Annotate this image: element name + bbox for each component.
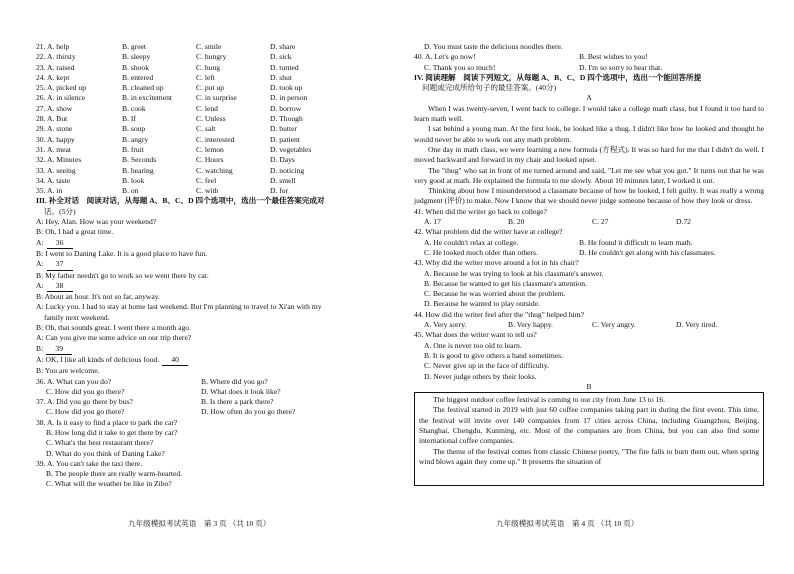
section4-title: IV. 阅读理解 阅读下列短文，从每题 A、B、C、D 四个选项中，选出一个能回答所提 <box>414 72 702 82</box>
vocab-option[interactable]: C. interested <box>196 134 235 144</box>
q38-option-a[interactable]: 38. A. Is it easy to find a place to park the car? <box>36 417 178 427</box>
vocab-option[interactable]: B. look <box>122 175 145 185</box>
vocab-option[interactable]: D. vegetables <box>270 144 312 154</box>
q45-option-d[interactable]: D. Never judge others by their looks. <box>424 371 537 381</box>
q37-options <box>36 397 386 407</box>
blank-39[interactable]: 39 <box>46 344 72 355</box>
vocab-option[interactable]: 34. A. taste <box>36 175 71 185</box>
q42-option-b[interactable]: B. He found it difficult to learn math. <box>579 237 693 247</box>
vocab-option[interactable]: 32. A. Minutes <box>36 155 82 165</box>
dialogue-line: A: OK, I like all kinds of delicious food. 40 <box>36 355 386 366</box>
vocab-row <box>36 166 386 176</box>
vocab-option[interactable]: B. cleaned up <box>122 83 164 93</box>
q41-stem: 41. When did the writer go back to college? <box>414 206 547 216</box>
q40-option-d[interactable]: D. I'm so sorry to hear that. <box>579 62 663 72</box>
q43-option-b[interactable]: B. Because he wanted to get his classmate's attention. <box>424 278 587 288</box>
dialogue-line: A: Lucky you. I had to stay at home last weekend. But I'm planning to travel to Xi'an with my <box>36 302 322 312</box>
passage-a-label: A <box>586 93 592 103</box>
q45-option-b[interactable]: B. It is good to give others a hand sometimes. <box>424 350 563 360</box>
section3-title: III. 补全对话 阅读对话，从每题 A、B、C、D 四个选项中，选出一个最佳答案完成对 <box>36 196 325 206</box>
vocab-option[interactable]: C. left <box>196 72 215 82</box>
dialogue-line: A: 36 <box>36 238 386 249</box>
q36-option-a[interactable]: 36. A. What can you do? <box>36 376 112 386</box>
vocab-row <box>36 135 386 145</box>
dialogue-line: A: 37 <box>36 259 386 270</box>
vocab-option[interactable]: B. soup <box>122 124 146 134</box>
vocab-option[interactable]: D. borrow <box>270 103 302 113</box>
vocab-options <box>36 42 386 196</box>
vocab-option[interactable]: D. Days <box>270 155 295 165</box>
section3-title-cont: 话。(5分) <box>44 206 76 216</box>
q36-options <box>36 387 386 397</box>
q41-option-a[interactable]: A. 17 <box>424 217 441 227</box>
vocab-option[interactable]: D. turned <box>270 62 299 72</box>
q44-option-a[interactable]: A. Very sorry. <box>424 320 467 330</box>
q39-option-b[interactable]: B. The people there are really warm-hearted. <box>46 469 183 479</box>
vocab-option[interactable]: B. angry <box>122 134 149 144</box>
vocab-option[interactable]: B. greet <box>122 42 147 51</box>
q36-option-b[interactable]: B. Where did you go? <box>201 376 268 386</box>
vocab-option[interactable]: B. in excitement <box>122 93 172 103</box>
vocab-option[interactable]: 24. A. kept <box>36 72 70 82</box>
passage-a-paragraph: The "thug" who sat in front of me turned around and said, "Let me see what you got." It turns out that he was very good at math. He explained the formula to me slowly. About 10 minutes later, I worked it out. <box>414 165 764 185</box>
section4-title-cont: 问题或完成所给句子的最佳答案。(40分) <box>422 83 557 93</box>
vocab-option[interactable]: C. hung <box>196 62 221 72</box>
left-page <box>36 42 386 490</box>
vocab-option[interactable]: D. for <box>270 186 289 196</box>
q40-option-a[interactable]: 40. A. Let's go now! <box>414 52 476 62</box>
q42-options <box>414 238 764 248</box>
right-page-footer: 九年级模拟考试英语 第 4 页 （共 10 页） <box>496 519 639 528</box>
vocab-option[interactable]: D. smell <box>270 175 296 185</box>
vocab-option[interactable]: C. in surprise <box>196 93 237 103</box>
passage-b-paragraph: The festival started in 2019 with just 60 coffee companies taking part in during the first event. This time, the festival will invite over 140 companies from 17 cities across China, including Guangzhou, Beijing, Shanghai, Chengdu, Kunming, etc. Most of the companies are from China, but you can also find some international coffee companies. <box>419 405 759 446</box>
vocab-option[interactable]: 31. A. meat <box>36 144 72 154</box>
vocab-row <box>36 73 386 83</box>
vocab-option[interactable]: D. patient <box>270 134 300 144</box>
q41-option-d[interactable]: D.72 <box>676 217 691 227</box>
vocab-option[interactable]: B. cook <box>122 103 146 113</box>
q41-option-b[interactable]: B. 20 <box>508 217 525 227</box>
q44-option-b[interactable]: B. Very happy. <box>508 320 553 330</box>
vocab-row <box>36 63 386 73</box>
vocab-row <box>36 83 386 93</box>
q40-option-b[interactable]: B. Best wishes to you! <box>579 52 648 62</box>
q42-stem: 42. What problem did the writer have at college? <box>414 227 563 237</box>
q43-option-d[interactable]: D. Because he wanted to play outside. <box>424 299 540 309</box>
vocab-option[interactable]: C. feel <box>196 175 217 185</box>
vocab-option[interactable]: 27. A. show <box>36 103 73 113</box>
q41-option-c[interactable]: C. 27 <box>592 217 609 227</box>
q40-option-c[interactable]: C. Thank you so much! <box>424 62 496 72</box>
q38-option-c[interactable]: C. What's the best restaurant there? <box>46 438 154 448</box>
vocab-option[interactable]: C. Unless <box>196 114 226 124</box>
vocab-option[interactable]: 28. A. But <box>36 114 68 124</box>
q36-option-c[interactable]: C. How did you go there? <box>46 386 125 396</box>
vocab-option[interactable]: B. fruit <box>122 144 144 154</box>
vocab-option[interactable]: C. lemon <box>196 144 224 154</box>
vocab-option[interactable]: B. Seconds <box>122 155 157 165</box>
vocab-option[interactable]: B. shook <box>122 62 150 72</box>
q39-option-d[interactable]: D. You must taste the delicious noodles there. <box>424 42 563 51</box>
passage-a-paragraph: I sat behind a young man. At the first look, he looked like a thug. I didn't like how he looked and thought he would never be able to work out any math problem. <box>414 124 764 144</box>
vocab-option[interactable]: D. took up <box>270 83 303 93</box>
vocab-option[interactable]: B. sleepy <box>122 52 151 62</box>
vocab-option[interactable]: B. on <box>122 186 139 196</box>
q44-options <box>414 320 764 330</box>
vocab-row <box>36 145 386 155</box>
q36-option-d[interactable]: D. What does it look like? <box>201 386 281 396</box>
q44-stem: 44. How did the writer feel after the "thug" helped him? <box>414 309 585 319</box>
vocab-option[interactable]: D. noticing <box>270 165 305 175</box>
vocab-row <box>36 114 386 124</box>
q42-option-a[interactable]: A. He couldn't relax at college. <box>424 237 519 247</box>
vocab-option[interactable]: B. entered <box>122 72 154 82</box>
vocab-option[interactable]: C. put up <box>196 83 225 93</box>
dialogue-line: A: Hey, Alan. How was your weekend? <box>36 217 157 227</box>
q43-option-a[interactable]: A. Because he was trying to look at his classmate's answer. <box>424 268 604 278</box>
q37-option-d[interactable]: D. How often do you go there? <box>201 407 296 417</box>
vocab-row <box>36 42 386 52</box>
blank-36[interactable]: 36 <box>47 238 73 249</box>
vocab-option[interactable]: C. smile <box>196 42 222 51</box>
vocab-option[interactable]: 26. A. in silence <box>36 93 86 103</box>
q38-option-b[interactable]: B. How long did it take to get there by car? <box>46 427 178 437</box>
q41-options <box>414 217 764 227</box>
vocab-option[interactable]: C. with <box>196 186 219 196</box>
q43-option-c[interactable]: C. Because he was worried about the problem. <box>424 289 566 299</box>
vocab-option[interactable]: 29. A. stone <box>36 124 73 134</box>
vocab-row <box>36 52 386 62</box>
passage-b-box <box>414 392 764 486</box>
vocab-option[interactable]: D. shut <box>270 72 292 82</box>
q36-options <box>36 377 386 387</box>
vocab-option[interactable]: D. share <box>270 42 296 51</box>
q44-option-d[interactable]: D. Very tired. <box>676 320 718 330</box>
q45-option-a[interactable]: A. One is never too old to learn. <box>424 340 522 350</box>
vocab-option[interactable]: 30. A. happy <box>36 134 75 144</box>
vocab-option[interactable]: D. butter <box>270 124 297 134</box>
dialogue-line: A: Can you give me some advice on our trip there? <box>36 333 192 343</box>
q42-options <box>414 248 764 258</box>
passage-a-paragraph: One day in math class, we were learning a new formula (方程式). It was so hard for me that I didn't do well. I moved backward and forward in my chair and looked upset. <box>414 144 764 165</box>
dialogue-line: family next weekend. <box>44 312 110 322</box>
vocab-option[interactable]: D. sick <box>270 52 292 62</box>
dialogue-line: B: About an hour. It's not so far, anyway. <box>36 292 160 302</box>
dialogue-line: B: I went to Daning Lake. It is a good place to have fun. <box>36 248 208 258</box>
passage-a-paragraph: Thinking about how I misunderstood a classmate because of how he looked, I felt guilty. It was really a wrong judgment (评价) to make. Now I know that we should never judge someone because of how they look or dress. <box>414 186 764 206</box>
dialogue-line: A: 38 <box>36 281 386 292</box>
vocab-row <box>36 155 386 165</box>
vocab-row <box>36 93 386 103</box>
dialogue-line: B: 39 <box>36 344 386 355</box>
passage-b-paragraph: The biggest outdoor coffee festival is coming to our city from June 13 to 16. <box>433 395 666 405</box>
q45-option-c[interactable]: C. Never give up in the face of difficulty. <box>424 361 550 371</box>
q39-option-c[interactable]: C. What will the weather be like in Zibo? <box>46 479 172 489</box>
passage-b-label: B <box>586 381 592 391</box>
dialogue-line: B: Oh, I had a great time. <box>36 227 114 237</box>
dialogue-line: B: Oh, that sounds great. I went there a month ago. <box>36 323 192 333</box>
dialogue-line: B: My father needn't go to work so we went there by car. <box>36 270 209 280</box>
passage-b-paragraph: The theme of the festival comes from classic Chinese poetry, "The fire falls to burn them out, when spring wind blows again they come up." It presents the situation of <box>419 446 759 466</box>
q37-options <box>36 407 386 417</box>
vocab-row <box>36 186 386 196</box>
vocab-option[interactable]: C. salt <box>196 124 216 134</box>
q38-option-d[interactable]: D. What do you think of Daning Lake? <box>46 448 165 458</box>
vocab-option[interactable]: C. watching <box>196 165 233 175</box>
vocab-option[interactable]: C. lend <box>196 103 218 113</box>
q42-option-d[interactable]: D. He couldn't get along with his classmates. <box>579 247 716 257</box>
q37-option-b[interactable]: B. Is there a park there? <box>201 397 274 407</box>
vocab-option[interactable]: 22. A. thirsty <box>36 52 76 62</box>
vocab-row <box>36 124 386 134</box>
blank-40[interactable]: 40 <box>162 355 188 366</box>
vocab-option[interactable]: C. hungry <box>196 52 227 62</box>
q42-option-c[interactable]: C. He looked much older than others. <box>424 247 538 257</box>
blank-38[interactable]: 38 <box>47 281 73 292</box>
vocab-option[interactable]: B. hearing <box>122 165 154 175</box>
q44-option-c[interactable]: C. Very angry. <box>592 320 636 330</box>
q43-stem: 43. Why did the writer move around a lot in his chair? <box>414 258 579 268</box>
vocab-option[interactable]: B. If <box>122 114 136 124</box>
q45-stem: 45. What does the writer want to tell us? <box>414 330 537 340</box>
q37-option-c[interactable]: C. How did you go there? <box>46 407 125 417</box>
dialogue-line: B: You are welcome. <box>36 366 100 376</box>
vocab-option[interactable]: 21. A. help <box>36 42 70 51</box>
passage-a-paragraph: When I was twenty-seven, I went back to college. I would take a college math class, but I found it too hard to learn math well. <box>414 103 764 124</box>
vocab-option[interactable]: D. in person <box>270 93 308 103</box>
vocab-row <box>36 104 386 114</box>
q40-options <box>414 63 764 73</box>
right-page <box>414 42 764 486</box>
q40-options <box>414 52 764 62</box>
vocab-option[interactable]: 35. A. in <box>36 186 63 196</box>
left-page-footer: 九年级模拟考试英语 第 3 页 （共 10 页） <box>128 519 271 528</box>
vocab-option[interactable]: D. Though <box>270 114 303 124</box>
vocab-option[interactable]: 25. A. picked up <box>36 83 86 93</box>
vocab-option[interactable]: C. Hours <box>196 155 224 165</box>
blank-37[interactable]: 37 <box>47 259 73 270</box>
q37-option-a[interactable]: 37. A. Did you go there by bus? <box>36 397 133 407</box>
q39-option-a[interactable]: 39. A. You can't take the taxi there. <box>36 458 143 468</box>
vocab-option[interactable]: 33. A. seeing <box>36 165 76 175</box>
vocab-option[interactable]: 23. A. raised <box>36 62 75 72</box>
vocab-row <box>36 176 386 186</box>
